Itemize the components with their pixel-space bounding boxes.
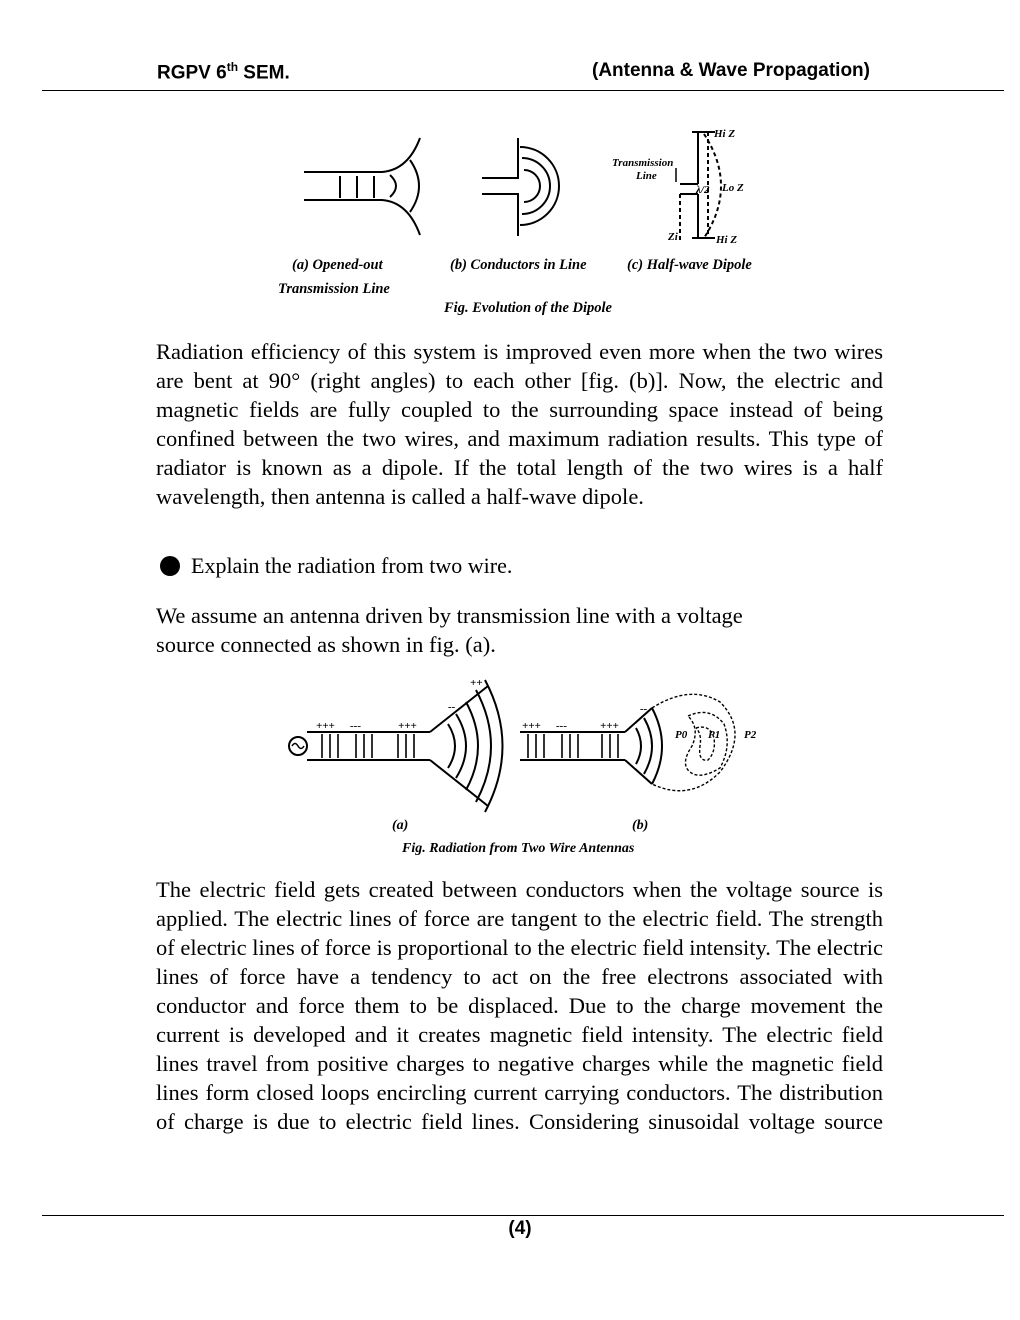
footer-rule xyxy=(42,1215,1004,1216)
header-subject: (Antenna & Wave Propagation) xyxy=(592,60,870,81)
fig1c-zi-label: Zi xyxy=(668,231,678,243)
fig2b-p2: P2 xyxy=(744,729,757,741)
fig1b-lower-conductor xyxy=(482,194,518,236)
fig2a-minus-1: --- xyxy=(350,720,361,732)
figure-evolution-of-dipole xyxy=(260,120,800,320)
fig1-caption: Fig. Evolution of the Dipole xyxy=(444,300,612,316)
figure-radiation-two-wire xyxy=(280,672,760,862)
fig2b-minus-1: --- xyxy=(556,720,567,732)
fig2-label-b: (b) xyxy=(632,818,649,833)
fig2a-minus-tip: -- xyxy=(448,701,456,713)
header-course: RGPV 6th SEM. xyxy=(157,60,290,84)
fig2b-plus-1: +++ xyxy=(522,720,541,732)
fig1a-lower-conductor xyxy=(304,200,420,235)
fig1-label-c: (c) Half-wave Dipole xyxy=(627,257,752,273)
fig2-label-a: (a) xyxy=(392,818,409,833)
fig2a-plus-tip: ++ xyxy=(470,677,483,689)
fig2b-p0: P0 xyxy=(675,729,688,741)
bullet-dot-icon xyxy=(160,556,180,576)
paragraph-dipole-efficiency: Radiation efficiency of this system is improved even more when the two wires are bent at 90° (right angles) to each other [fig. (b)]. Now, the electric and magnetic fields are fully coupled to the surrounding space instead of being confined between the two wires, and maximum radiation results. This type of radiator is known as a dipole. If the total length of the two wires is a half wavelength, then antenna is called a half-wave dipole. xyxy=(156,339,883,509)
fig1c-hiz-bottom: Hi Z xyxy=(716,234,738,246)
page-number: (4) xyxy=(508,1218,532,1239)
fig2a-plus-1: +++ xyxy=(316,720,335,732)
fig2a-plus-2: +++ xyxy=(398,720,417,732)
fig1c-hiz-top: Hi Z xyxy=(714,128,736,140)
question-bullet xyxy=(160,553,512,579)
header-rule xyxy=(42,90,1004,91)
fig1b-upper-conductor xyxy=(482,138,518,178)
fig2b-minus-tip: -- xyxy=(640,703,648,715)
question-text: Explain the radiation from two wire. xyxy=(191,553,513,578)
fig1-label-b: (b) Conductors in Line xyxy=(450,257,587,273)
fig1c-lambda-label: λ/2 xyxy=(696,184,710,196)
paragraph-antenna-intro xyxy=(156,601,883,659)
paragraph-antenna-intro-line1: We assume an antenna driven by transmission line with a voltage xyxy=(156,603,743,628)
paragraph-antenna-intro-line2: source connected as shown in fig. (a). xyxy=(156,632,496,657)
fig2b-plus-2: +++ xyxy=(600,720,619,732)
fig1c-line-label: Line xyxy=(636,170,657,182)
fig2-caption: Fig. Radiation from Two Wire Antennas xyxy=(402,841,635,856)
fig1-label-a-line2: Transmission Line xyxy=(278,281,390,297)
fig2b-p1: P1 xyxy=(708,729,721,741)
fig1a-upper-conductor xyxy=(304,138,420,172)
fig1c-transmission-label: Transmission xyxy=(612,157,674,169)
fig1c-loz-label: Lo Z xyxy=(722,182,744,194)
fig1-label-a-line1: (a) Opened-out xyxy=(292,257,383,273)
paragraph-electric-field: The electric field gets created between conductors when the voltage source is applied. The electric lines of force are tangent to the electric field. The strength of electric lines of force is proportional to the electric field intensity. The electric lines of force have a tendency to act on the free electrons associated with conductor and force them to be displaced. Due to the charge movement the current is developed and it creates magnetic field intensity. The electric field lines travel from positive charges to negative charges while the magnetic field lines form closed loops encircling current carrying conductors. The distribution of charge is due to electric field lines. Considering sinusoidal voltage source xyxy=(156,877,883,1134)
